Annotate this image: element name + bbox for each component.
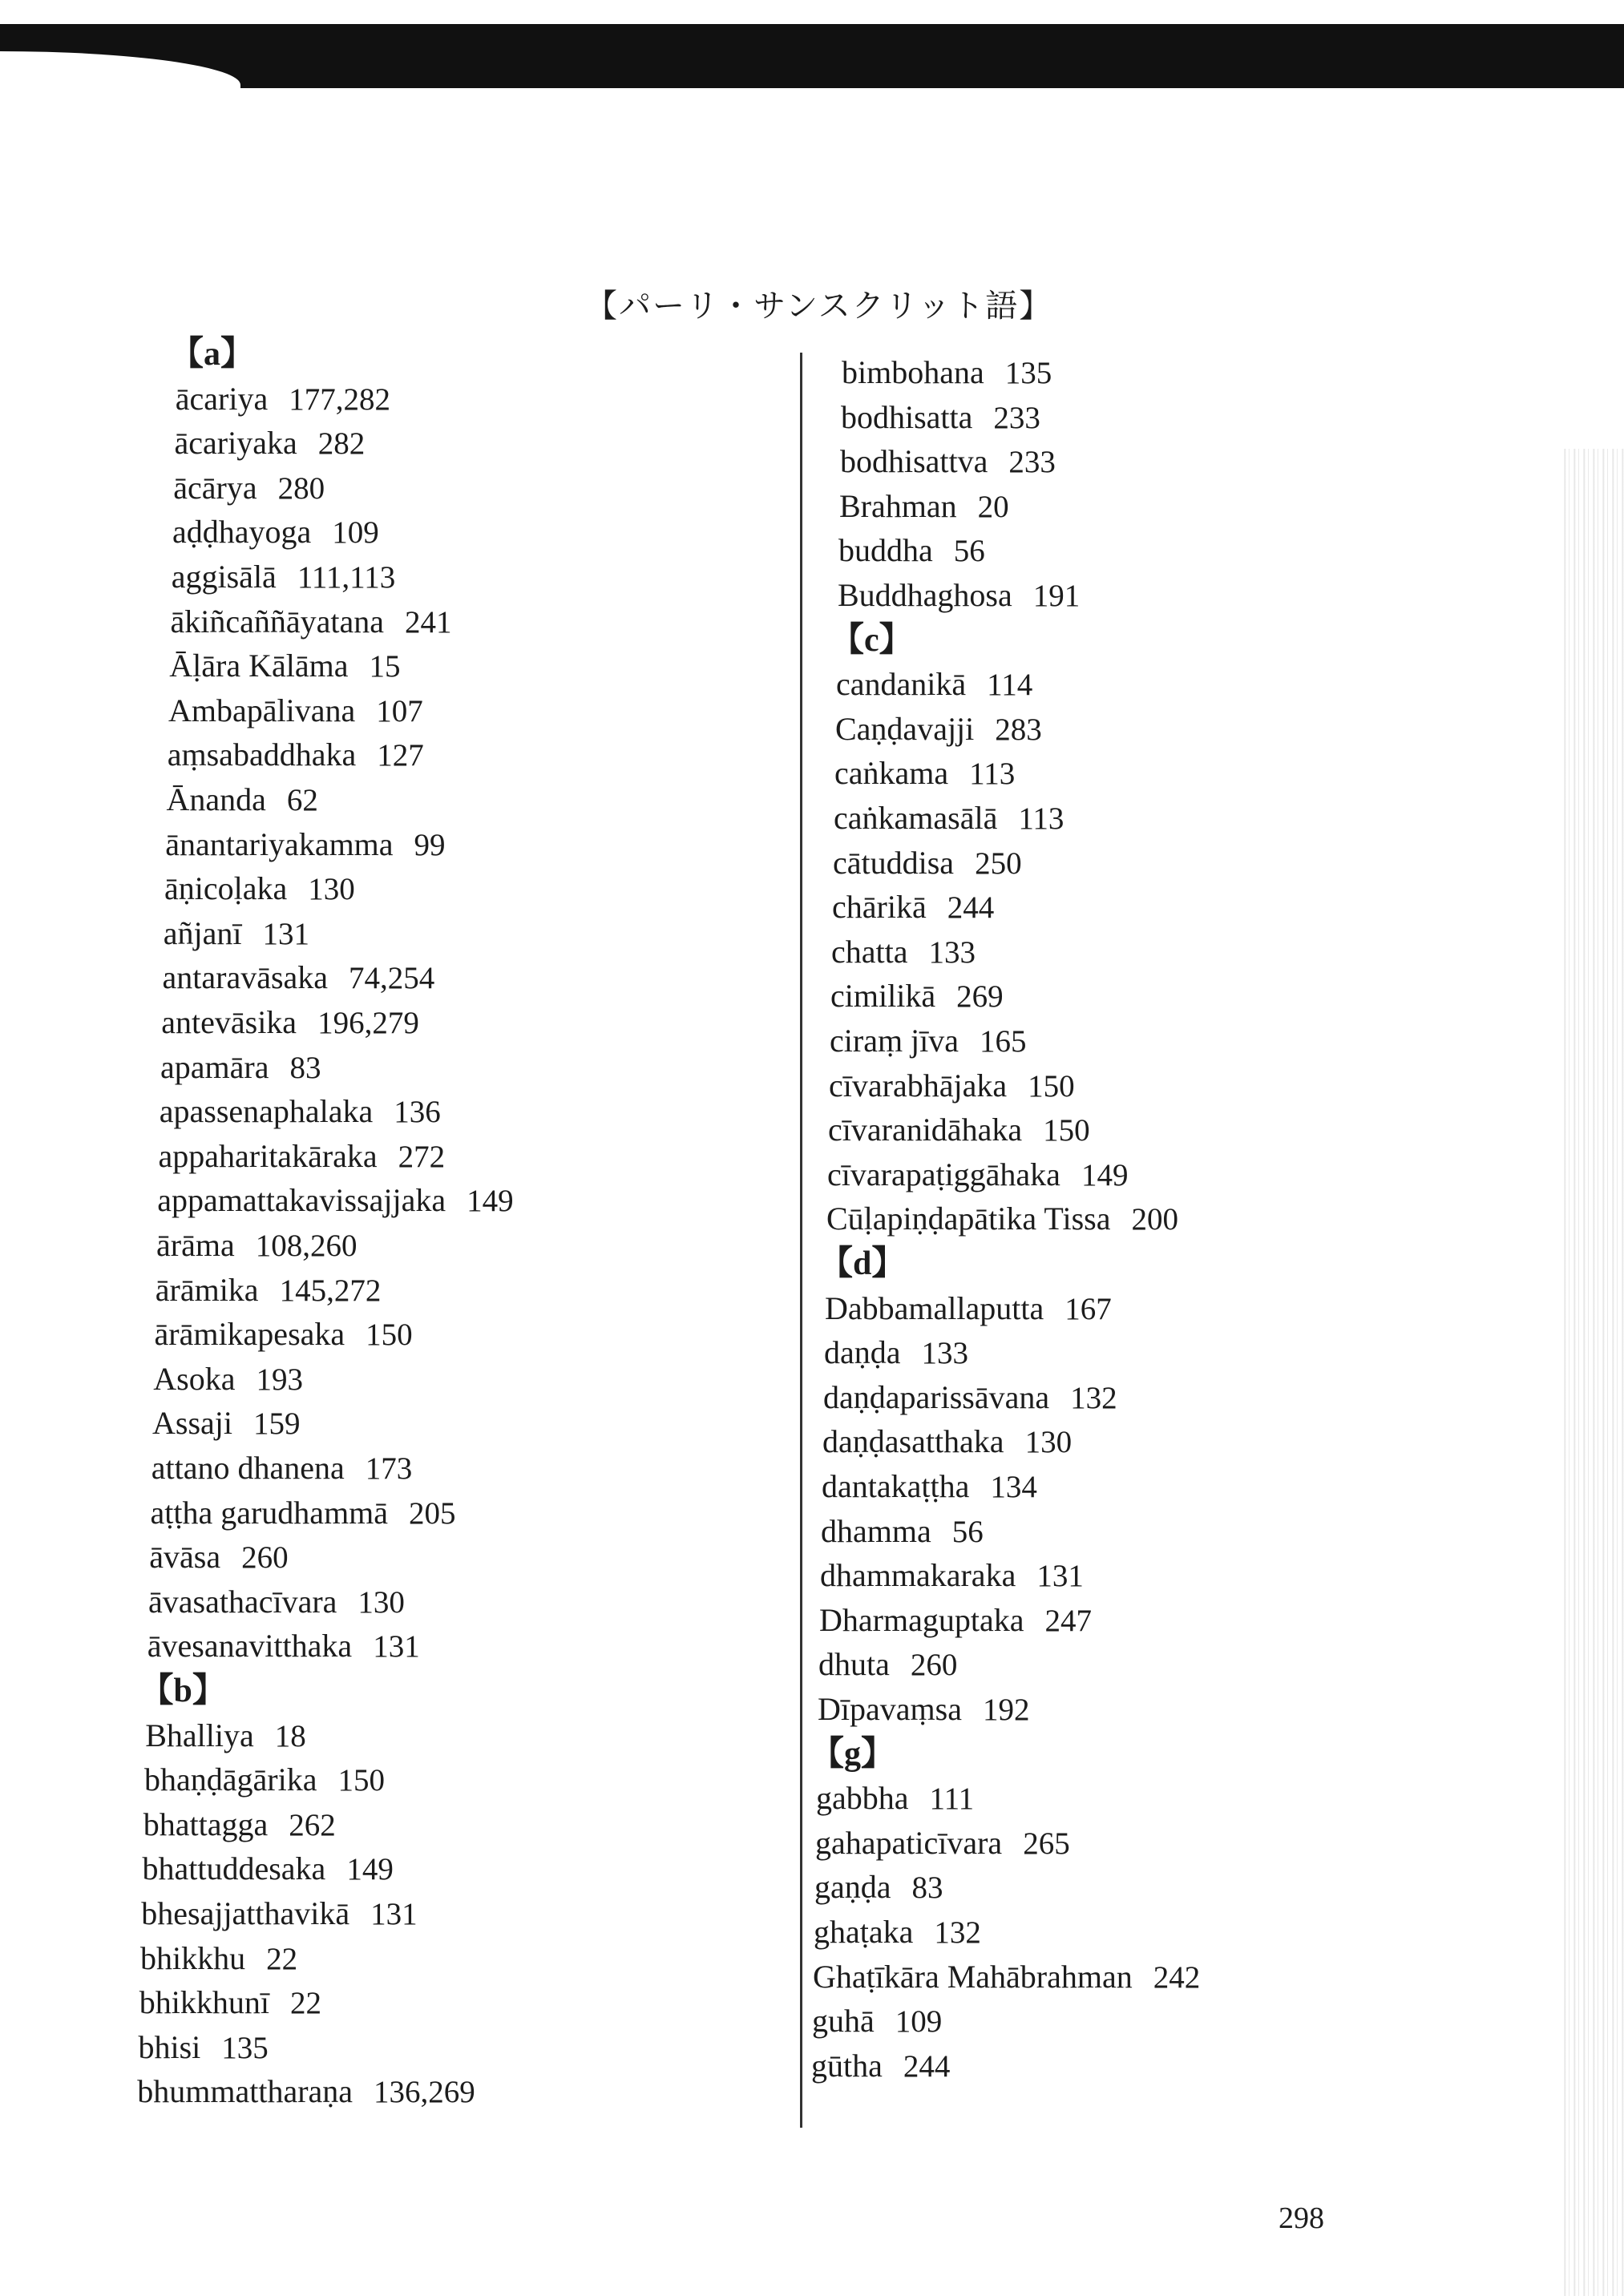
index-pages: 280 — [277, 470, 325, 506]
index-entry — [141, 1895, 417, 1934]
index-pages: 150 — [337, 1763, 385, 1798]
index-term: gaṇḍa — [814, 1869, 891, 1906]
index-term: aggisālā — [171, 559, 277, 595]
index-entry — [834, 754, 1015, 793]
index-entry — [175, 424, 366, 463]
index-pages: 130 — [1024, 1425, 1073, 1460]
index-pages: 131 — [370, 1897, 418, 1931]
index-pages: 132 — [1070, 1380, 1117, 1415]
index-pages: 135 — [221, 2030, 269, 2065]
index-term: Dīpavaṃsa — [818, 1691, 962, 1727]
index-term: appaharitakāraka — [158, 1137, 378, 1174]
index-term: Dharmaguptaka — [819, 1601, 1024, 1638]
index-entry — [144, 1761, 385, 1800]
index-term: Ānanda — [166, 781, 266, 817]
index-term: bodhisattva — [840, 443, 988, 480]
index-term: ācārya — [173, 469, 257, 506]
index-pages: 22 — [289, 1986, 321, 2021]
index-entry — [139, 2028, 269, 2068]
index-pages: 109 — [895, 2004, 943, 2040]
index-pages: 135 — [1004, 356, 1052, 390]
index-pages: 200 — [1131, 1202, 1178, 1237]
index-entry — [813, 1958, 1200, 1997]
index-term: ācariyaka — [174, 425, 297, 462]
index-entry — [161, 1003, 419, 1043]
index-term: bhisi — [138, 2028, 201, 2065]
index-entry — [155, 1315, 413, 1354]
index-term: daṇḍaparissāvana — [823, 1378, 1050, 1415]
index-pages: 145,272 — [279, 1273, 382, 1308]
index-entry — [148, 1583, 405, 1622]
index-pages: 109 — [332, 515, 379, 551]
letter-heading: 【g】 — [810, 1735, 895, 1773]
index-entry — [156, 1226, 357, 1265]
index-term: āvesanavitthaka — [147, 1628, 353, 1664]
index-entry — [829, 1067, 1075, 1106]
index-term: bhikkhu — [140, 1939, 246, 1976]
index-entry — [145, 1717, 306, 1756]
index-entry — [820, 1556, 1084, 1596]
index-pages: 20 — [977, 489, 1009, 524]
index-term: aḍḍhayoga — [172, 514, 312, 551]
index-pages: 265 — [1023, 1826, 1070, 1861]
index-term: bodhisatta — [841, 398, 973, 435]
index-pages: 132 — [934, 1915, 981, 1950]
index-term: cīvaranidāhaka — [828, 1112, 1023, 1148]
index-pages: 113 — [1018, 801, 1064, 836]
index-pages: 250 — [975, 845, 1022, 881]
index-term: antevāsika — [161, 1004, 297, 1040]
index-entry — [833, 844, 1022, 883]
index-term: Buddhaghosa — [838, 577, 1012, 613]
index-pages: 22 — [266, 1941, 298, 1976]
index-pages: 130 — [358, 1584, 405, 1620]
index-pages: 167 — [1064, 1291, 1112, 1326]
index-term: bhaṇḍāgārika — [144, 1761, 317, 1798]
index-entry — [827, 1156, 1128, 1195]
index-pages: 165 — [980, 1024, 1027, 1059]
index-entry — [832, 888, 994, 927]
index-pages: 134 — [990, 1470, 1037, 1504]
index-pages: 282 — [317, 426, 366, 462]
index-entry — [153, 1360, 303, 1399]
index-term: Dabbamallaputta — [825, 1289, 1044, 1326]
index-entry — [818, 1645, 957, 1685]
index-pages: 244 — [903, 2048, 951, 2084]
index-term: bhikkhunī — [139, 1984, 269, 2021]
index-entry — [147, 1627, 420, 1666]
index-pages: 242 — [1153, 1959, 1201, 1995]
index-pages: 260 — [910, 1648, 958, 1683]
index-pages: 173 — [365, 1451, 413, 1486]
index-entry — [814, 1913, 981, 1952]
index-term: attano dhanena — [151, 1450, 345, 1486]
index-term: aṃsabaddhaka — [167, 736, 357, 773]
index-entry — [818, 1690, 1029, 1729]
index-entry — [828, 1111, 1090, 1150]
index-entry — [151, 1494, 456, 1533]
index-term: guhā — [812, 2003, 875, 2040]
index-pages: 149 — [346, 1852, 394, 1887]
index-term: bhattagga — [143, 1806, 269, 1842]
index-term: dhammakaraka — [820, 1557, 1016, 1594]
index-pages: 83 — [289, 1050, 321, 1085]
index-pages: 196,279 — [317, 1006, 419, 1040]
index-term: ghaṭaka — [814, 1914, 914, 1950]
index-entry — [822, 1422, 1072, 1462]
index-entry — [173, 469, 325, 508]
page-number: 298 — [1279, 2201, 1324, 2235]
index-pages: 108,260 — [255, 1229, 358, 1263]
index-pages: 74,254 — [349, 961, 435, 996]
index-term: buddha — [838, 532, 933, 569]
index-term: caṅkama — [834, 755, 949, 792]
index-pages: 111,113 — [297, 560, 396, 595]
index-entry — [835, 710, 1042, 749]
index-pages: 133 — [928, 934, 976, 970]
index-term: Ghaṭīkāra Mahābrahman — [813, 1958, 1133, 1995]
index-pages: 193 — [256, 1362, 303, 1397]
section-title: 【パーリ・サンスクリット語】 — [585, 288, 1053, 325]
index-pages: 233 — [993, 400, 1040, 435]
index-entry — [839, 487, 1009, 527]
index-pages: 262 — [289, 1807, 336, 1842]
index-entry — [822, 1467, 1037, 1507]
index-term: āṇicoḷaka — [164, 870, 288, 907]
index-term: candanikā — [836, 666, 967, 703]
index-pages: 56 — [951, 1514, 984, 1549]
index-term: ācariya — [175, 380, 269, 417]
index-term: Āḷāra Kālāma — [169, 648, 349, 684]
index-term: dhamma — [821, 1512, 931, 1549]
index-entry — [143, 1806, 336, 1845]
index-pages: 283 — [995, 712, 1042, 747]
letter-heading: 【d】 — [819, 1245, 906, 1282]
index-term: Brahman — [839, 487, 957, 524]
index-entry — [163, 958, 435, 998]
index-pages: 241 — [405, 604, 452, 640]
index-entry — [168, 692, 423, 731]
index-entry — [821, 1512, 984, 1552]
letter-heading: 【c】 — [830, 621, 913, 659]
index-entry — [811, 2047, 950, 2086]
index-term: apassenaphalaka — [159, 1093, 374, 1130]
index-entry — [842, 353, 1052, 393]
index-pages: 114 — [987, 668, 1033, 703]
index-entry — [825, 1289, 1112, 1329]
index-entry — [826, 1200, 1178, 1239]
index-pages: 150 — [1028, 1068, 1075, 1104]
index-term: daṇḍa — [824, 1334, 901, 1371]
index-term: Caṇḍavajji — [835, 710, 975, 747]
index-pages: 127 — [377, 738, 424, 773]
index-term: āvasathacīvara — [148, 1583, 337, 1620]
index-term: bimbohana — [842, 354, 984, 390]
index-entry — [815, 1824, 1070, 1863]
index-entry — [816, 1779, 974, 1818]
index-entry — [157, 1181, 513, 1221]
index-term: ciraṃ jīva — [830, 1023, 959, 1059]
index-entry — [165, 825, 445, 865]
index-term: caṅkamasālā — [834, 800, 998, 836]
index-term: cīvarapaṭiggāhaka — [827, 1156, 1060, 1192]
index-pages: 150 — [1043, 1113, 1090, 1148]
index-entry — [156, 1271, 382, 1310]
index-pages: 177,282 — [289, 381, 390, 417]
index-pages: 83 — [911, 1870, 943, 1906]
index-term: añjanī — [163, 914, 242, 951]
index-entry — [164, 870, 355, 909]
index-pages: 150 — [366, 1317, 413, 1353]
index-pages: 133 — [921, 1336, 969, 1371]
index-term: ārāma — [156, 1227, 235, 1263]
index-entry — [159, 1137, 446, 1176]
index-pages: 159 — [253, 1406, 301, 1442]
index-term: gūtha — [811, 2047, 883, 2084]
index-term: daṇḍasatthaka — [822, 1423, 1004, 1460]
index-pages: 131 — [1036, 1559, 1084, 1594]
index-term: chārikā — [832, 889, 927, 926]
index-entry — [819, 1601, 1092, 1640]
index-entry — [139, 1983, 321, 2023]
index-term: gabbha — [816, 1780, 909, 1817]
index-entry — [830, 977, 1004, 1016]
index-entry — [169, 647, 400, 686]
index-pages: 131 — [373, 1629, 420, 1664]
index-term: ārāmika — [155, 1271, 259, 1308]
index-entry — [814, 1868, 943, 1907]
index-entry — [168, 736, 424, 775]
index-term: Bhalliya — [145, 1717, 254, 1753]
index-term: gahapaticīvara — [815, 1824, 1003, 1861]
index-term: bhattuddesaka — [142, 1850, 326, 1887]
index-entry — [160, 1092, 441, 1132]
index-pages: 149 — [1081, 1157, 1129, 1192]
index-pages: 136,269 — [374, 2075, 475, 2110]
index-entry — [151, 1449, 413, 1488]
index-pages: 192 — [982, 1693, 1030, 1727]
index-entry — [164, 914, 309, 954]
index-entry — [171, 603, 452, 642]
index-term: Ambapālivana — [168, 692, 356, 728]
index-pages: 244 — [947, 890, 995, 926]
index-term: ānantariyakamma — [165, 825, 394, 862]
index-entry — [172, 558, 395, 597]
index-term: bhummattharaṇa — [137, 2073, 353, 2110]
index-pages: 272 — [398, 1139, 446, 1174]
index-entry — [167, 781, 318, 820]
index-entry — [137, 2072, 475, 2112]
index-term: dhuta — [818, 1646, 890, 1683]
index-pages: 191 — [1032, 579, 1081, 613]
index-pages: 260 — [241, 1540, 289, 1576]
index-pages: 136 — [394, 1095, 441, 1130]
index-pages: 15 — [369, 649, 401, 684]
index-term: dantakaṭṭha — [822, 1468, 970, 1504]
index-entry — [176, 380, 390, 419]
index-term: ākiñcaññāyatana — [170, 603, 385, 640]
index-term: antaravāsaka — [162, 959, 329, 996]
index-entry — [143, 1850, 394, 1889]
column-divider — [800, 353, 802, 2128]
index-entry — [149, 1538, 288, 1577]
index-entry — [140, 1939, 297, 1979]
index-pages: 111 — [929, 1782, 975, 1817]
index-pages: 149 — [467, 1184, 514, 1219]
index-term: Cūḷapiṇḍapātika Tissa — [826, 1200, 1111, 1237]
index-entry — [152, 1404, 301, 1443]
index-term: cimilikā — [830, 978, 936, 1015]
index-entry — [160, 1048, 321, 1087]
letter-heading: 【b】 — [139, 1673, 226, 1709]
index-entry — [838, 576, 1080, 615]
index-entry — [840, 442, 1056, 482]
index-term: bhesajjatthavikā — [141, 1895, 350, 1931]
index-pages: 247 — [1044, 1603, 1092, 1638]
letter-heading: 【a】 — [170, 336, 255, 373]
index-term: cīvarabhājaka — [829, 1067, 1008, 1104]
index-entry — [824, 1334, 968, 1373]
index-term: cātuddisa — [833, 844, 955, 881]
index-term: apamāra — [160, 1048, 269, 1085]
index-entry — [823, 1378, 1117, 1418]
index-term: Assaji — [152, 1405, 232, 1442]
index-pages: 131 — [262, 916, 309, 951]
index-pages: 99 — [414, 827, 446, 862]
index-term: Asoka — [153, 1360, 236, 1397]
index-term: āvāsa — [149, 1539, 221, 1576]
index-term: chatta — [831, 933, 908, 970]
index-entry — [812, 2002, 942, 2041]
index-entry — [831, 933, 976, 972]
index-pages: 113 — [969, 757, 1016, 792]
scan-top-edge — [0, 24, 1624, 88]
index-entry — [834, 799, 1064, 838]
index-entry — [836, 665, 1032, 704]
index-pages: 269 — [956, 979, 1004, 1015]
index-pages: 205 — [409, 1495, 456, 1531]
index-entry — [830, 1022, 1027, 1061]
index-entry — [841, 398, 1040, 438]
index-pages: 130 — [308, 872, 355, 907]
index-term: appamattakavissajjaka — [157, 1182, 446, 1219]
index-entry — [838, 531, 985, 571]
index-pages: 56 — [953, 534, 985, 569]
index-pages: 62 — [286, 783, 318, 817]
index-pages: 233 — [1008, 445, 1056, 480]
index-term: aṭṭha garudhammā — [150, 1494, 389, 1531]
index-pages: 107 — [376, 693, 423, 728]
index-term: ārāmikapesaka — [154, 1316, 345, 1353]
index-pages: 18 — [274, 1718, 306, 1753]
index-entry — [172, 513, 379, 552]
scan-binding-edge — [1560, 449, 1624, 2296]
